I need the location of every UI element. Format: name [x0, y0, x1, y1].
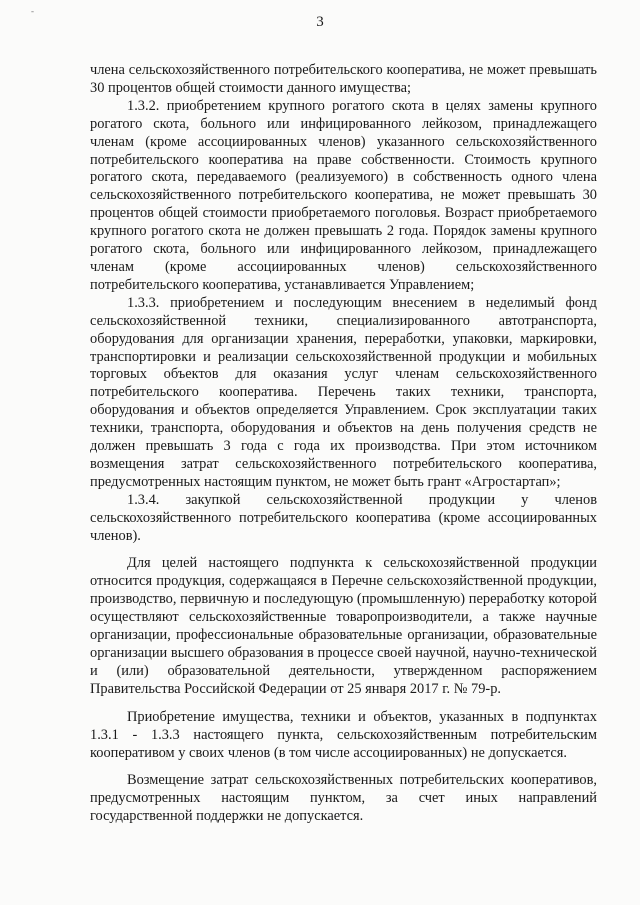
- paragraph-continuation: члена сельскохозяйственного потребительского кооператива, не может превышать 30 процентов общей стоимости данного имущества;: [90, 62, 597, 96]
- document-body: [90, 62, 597, 826]
- paragraph-reimbursement-restriction: Возмещение затрат сельскохозяйственных потребительских кооперативов, предусмотренных настоящим пунктом, за счет иных направлений государственной поддержки не допускается.: [90, 772, 597, 825]
- paragraph-gap: [90, 545, 597, 555]
- paragraph-gap: [90, 699, 597, 709]
- corner-mark: -: [31, 6, 34, 16]
- page-number: 3: [316, 14, 324, 30]
- paragraph-1-3-4: 1.3.4. закупкой сельскохозяйственной продукции у членов сельскохозяйственного потребительского кооператива (кроме ассоциированных членов).: [90, 491, 597, 544]
- paragraph-1-3-3: 1.3.3. приобретением и последующим внесением в неделимый фонд сельскохозяйственной техники, специализированного автотранспорта, оборудования для организации хранения, переработки, упаковки, маркировки, транспортировки и реализации сельскохозяйственной продукции и мобильных торговых объектов для оказания услуг членам сельскохозяйственного потребительского кооператива. Перечень таких техники, транспорта, оборудования и объектов определяется Управлением. Срок эксплуатации таких техники, транспорта, оборудования и объектов на день получения средств не должен превышать 3 года с года их производства. При этом источником возмещения затрат сельскохозяйственного потребительского кооператива, предусмотренных настоящим пунктом, не может быть грант «Агростартап»;: [90, 294, 597, 490]
- paragraph-gap: [90, 762, 597, 772]
- paragraph-1-3-2: 1.3.2. приобретением крупного рогатого скота в целях замены крупного рогатого скота, больного или инфицированного лейкозом, принадлежащего членам (кроме ассоциированных членов) указанного сельскохозяйственного потребительского кооператива на праве собственности. Стоимость крупного рогатого скота, передаваемого (реализуемого) в собственность одного члена сельскохозяйственного потребительского кооператива, не может превышать 30 процентов общей стоимости приобретаемого поголовья. Возраст приобретаемого крупного рогатого скота не должен превышать 2 года. Порядок замены крупного рогатого скота, больного или инфицированного лейкозом, принадлежащего членам (кроме ассоциированных членов) сельскохозяйственного потребительского кооператива, устанавливается Управлением;: [90, 97, 597, 293]
- paragraph-acquisition-restriction: Приобретение имущества, техники и объектов, указанных в подпунктах 1.3.1 - 1.3.3 настоящего пункта, сельскохозяйственным потребительским кооперативом у своих членов (в том числе ассоциированных) не допускается.: [90, 708, 597, 761]
- paragraph-definition: Для целей настоящего подпункта к сельскохозяйственной продукции относится продукция, содержащаяся в Перечне сельскохозяйственной продукции, производство, первичную и последующую (промышленную) переработку которой осуществляют сельскохозяйственные товаропроизводители, а также научные организации, профессиональные образовательные организации, образовательные организации высшего образования в процессе своей научной, научно-технической и (или) образовательной деятельности, утвержденном распоряжением Правительства Российской Федерации от 25 января 2017 г. № 79-р.: [90, 555, 597, 697]
